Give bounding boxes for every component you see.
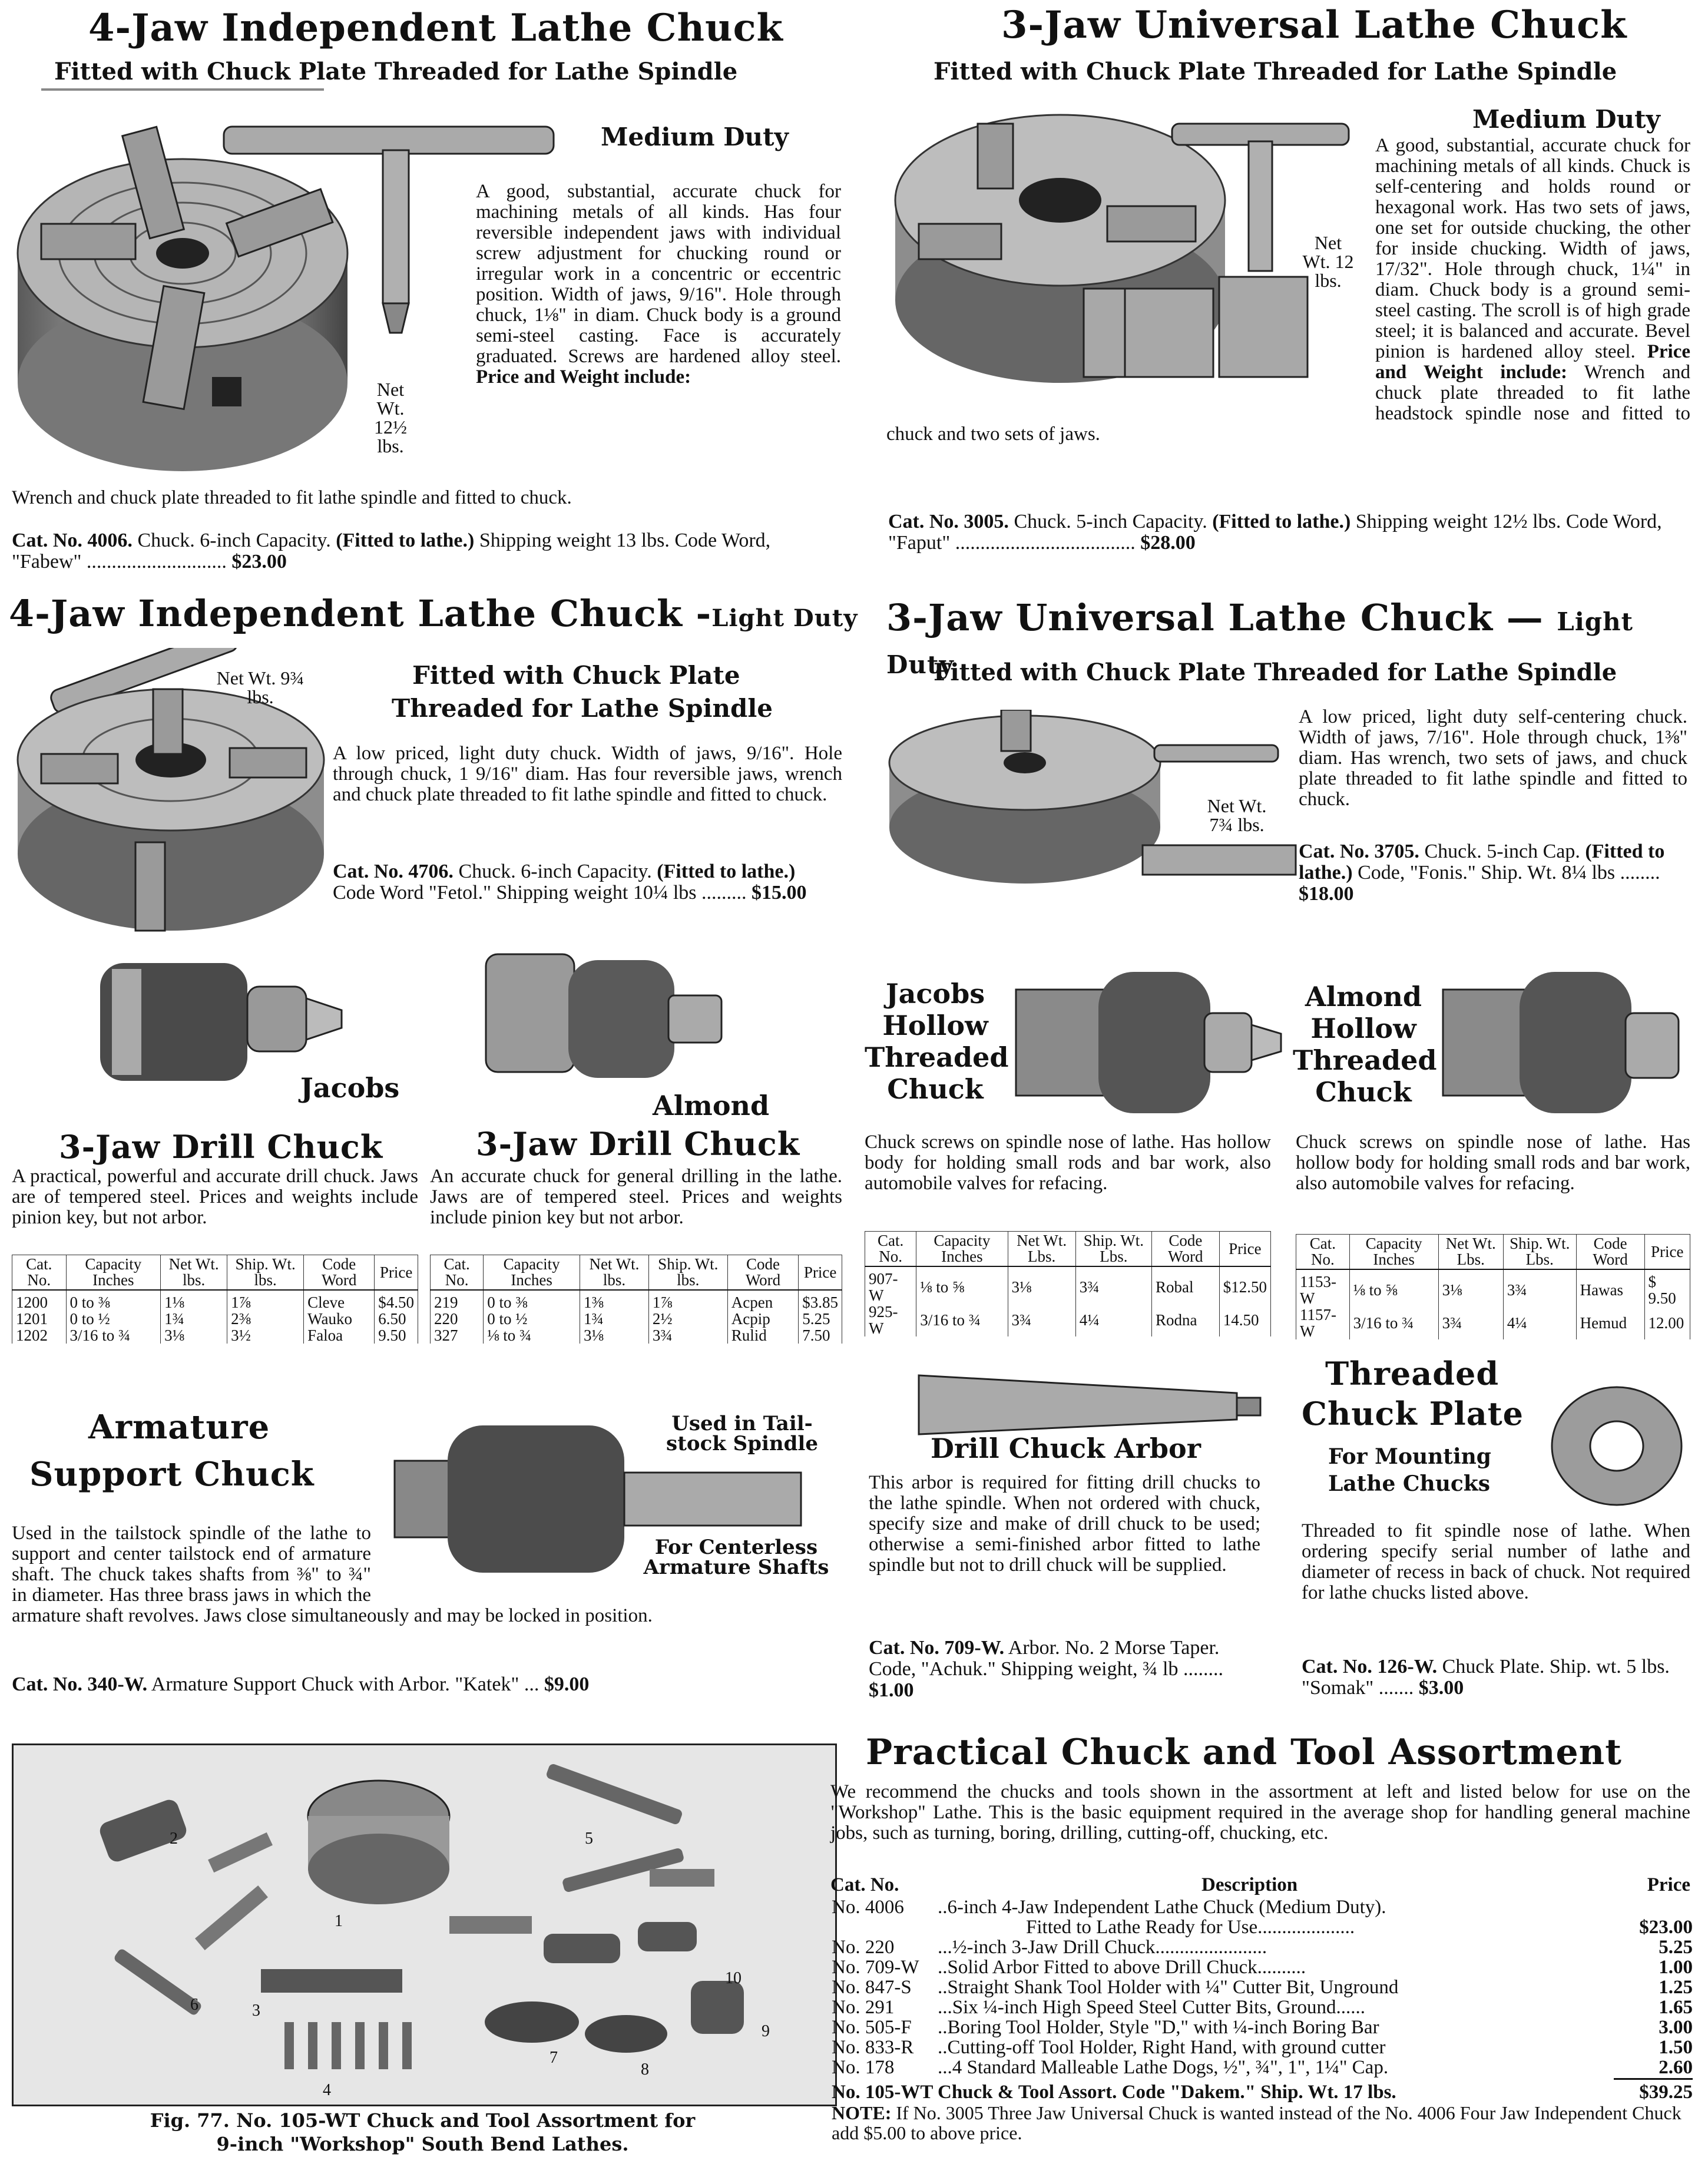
figure-label-9: 9 (762, 2022, 770, 2040)
table-header: Cat. No. (1296, 1235, 1350, 1270)
table-cell: 1⅞ (648, 1290, 727, 1311)
plate-catalog: Cat. No. 126-W. Chuck Plate. Ship. wt. 5 lbs. "Somak" ....... $3.00 (1302, 1656, 1670, 1699)
list-item-price: 1.50 (1659, 2037, 1693, 2058)
list-item-no: No. 847-S (832, 1977, 912, 1998)
table-cell: 2⅜ (227, 1311, 304, 1327)
figure-label-7: 7 (550, 2049, 558, 2067)
sec3-cat-label: Cat. No. 4706. (333, 861, 454, 882)
table-cell: 1⅜ (580, 1290, 649, 1311)
table-header: Capacity Inches (484, 1255, 580, 1291)
almond-drill-chuck-image (474, 942, 739, 1101)
table-header: Ship. Wt. Lbs. (1503, 1235, 1576, 1270)
plate-body: Threaded to fit spindle nose of lathe. When ordering specify serial number of lathe and diameter of recess in back of chuck. Not required for lathe chucks listed above. (1302, 1520, 1690, 1603)
table-cell: 3⅛ (580, 1327, 649, 1344)
sec2-subtitle: Fitted with Chuck Plate Threaded for Lathe Spindle (934, 58, 1617, 85)
table-row (1296, 1269, 1690, 1306)
assortment-head-cat: Cat. No. (830, 1874, 899, 1895)
list-item (832, 1897, 1693, 1917)
sec2-net-wt: Net Wt. 12 lbs. (1302, 232, 1354, 291)
table-row (1296, 1306, 1690, 1339)
sec3-net-wt: Net Wt. 9¾ lbs. (216, 667, 304, 707)
plate-cat-text: Chuck Plate. Ship. wt. 5 lbs. "Somak" (1302, 1656, 1670, 1699)
assortment-head-desc: Description (1201, 1874, 1298, 1895)
list-item-price: 1.65 (1659, 1997, 1693, 2018)
sec2-cat-ship: Shipping weight 12½ lbs. Code Word, "Faput" (888, 511, 1662, 554)
table-cell: 907-W (865, 1266, 916, 1303)
sec4-net-wt: Net Wt. 7¾ lbs. (1207, 795, 1267, 835)
table-cell: 3⅛ (1438, 1269, 1503, 1306)
table-header: Code Word (1151, 1232, 1219, 1267)
table-header: Ship. Wt. Lbs. (1075, 1232, 1151, 1267)
table-cell: ⅛ to ⅝ (916, 1266, 1008, 1303)
table-cell: Hawas (1576, 1269, 1644, 1306)
sec1-body-bold: Price and Weight include: (476, 366, 691, 388)
table-cell: 5.25 (799, 1311, 842, 1327)
jacobs-drill-title: 3-Jaw Drill Chuck (59, 1128, 383, 1166)
armature-float-spacer (371, 1523, 836, 1594)
table-cell: 3¾ (648, 1327, 727, 1344)
list-item (832, 2017, 1693, 2037)
almond-hollow-title-line: Hollow (1310, 1013, 1416, 1044)
plate-sub-1: For Mounting (1328, 1444, 1491, 1469)
arbor-body: This arbor is required for fitting drill chucks to the lathe spindle. When not ordered with chuck, specify size and make of drill chuck to be used; otherwise a semi-finished arbor fitted to lathe spindle but not to drill chuck will be supplied. (869, 1472, 1260, 1576)
armature-title-1: Armature (88, 1408, 270, 1447)
jacobs-hollow-chuck-image (1010, 966, 1287, 1119)
table-row (12, 1327, 418, 1344)
table-header: Net Wt. lbs. (161, 1255, 227, 1291)
jacobs-drill-table (12, 1255, 418, 1344)
table-cell: Acpen (727, 1290, 798, 1311)
table-cell: 3½ (227, 1327, 304, 1344)
table-cell: Robal (1151, 1266, 1219, 1303)
list-item (832, 1937, 1693, 1957)
table-header: Code Word (1576, 1235, 1644, 1270)
sec4-cat-text: Chuck. 5-inch Cap. (1424, 841, 1580, 862)
table-cell: Rulid (727, 1327, 798, 1344)
list-item-price: 1.00 (1659, 1957, 1693, 1978)
table-cell: 0 to ⅜ (484, 1290, 580, 1311)
arbor-cat-text: Arbor. No. 2 Morse Taper. Code, "Achuk." Shipping weight, ¾ lb (869, 1637, 1220, 1680)
sec3-cat-text: Chuck. 6-inch Capacity. (458, 861, 652, 882)
table-cell: 1202 (12, 1327, 67, 1344)
sec3-body: A low priced, light duty chuck. Width of jaws, 9/16". Hole through chuck, 1 9/16" diam. Has four reversible jaws, wrench and chuck plate threaded to fit lathe spindle and fitted to chuck. (333, 743, 842, 805)
list-item (832, 1977, 1693, 1997)
table-row (865, 1303, 1271, 1336)
table-header: Cat. No. (12, 1255, 67, 1291)
plate-title-2: Chuck Plate (1302, 1395, 1524, 1432)
list-item-no: No. 709-W (832, 1957, 919, 1978)
table-header: Cat. No. (431, 1255, 484, 1291)
table-header: Net Wt. Lbs. (1438, 1235, 1503, 1270)
table-header: Ship. Wt. lbs. (227, 1255, 304, 1291)
armature-title-2: Support Chuck (29, 1455, 315, 1494)
table-header: Code Word (727, 1255, 798, 1291)
table-cell: 4¼ (1075, 1303, 1151, 1336)
table-row (431, 1290, 842, 1311)
table-cell: $12.50 (1219, 1266, 1270, 1303)
armature-cat-label: Cat. No. 340-W. (12, 1673, 148, 1695)
sec4-price: $18.00 (1299, 883, 1354, 905)
assortment-note-label: NOTE: (832, 2102, 892, 2123)
sec4-cat-ship: Code, "Fonis." Ship. Wt. 8¼ lbs (1358, 862, 1616, 884)
table-cell: 3¾ (1008, 1303, 1075, 1336)
table-cell: 3/16 to ¾ (1349, 1306, 1438, 1339)
table-header: Ship. Wt. lbs. (648, 1255, 727, 1291)
armature-catalog: Cat. No. 340-W. Armature Support Chuck with Arbor. "Katek" ... $9.00 (12, 1673, 590, 1695)
list-item (832, 2037, 1693, 2057)
assortment-intro: We recommend the chucks and tools shown in the assortment at left and listed below for use on the "Workshop" Lathe. This is the basic equipment required in the average shop for handling general machine jobs, such as turning, boring, drilling, cutting-off, chucking, etc. (830, 1781, 1690, 1844)
list-item-desc: ..Solid Arbor Fitted to above Drill Chuck.......... (938, 1957, 1306, 1978)
figure-label-6: 6 (190, 1996, 198, 2014)
figure-caption (12, 2109, 833, 2156)
table-cell: $ 9.50 (1644, 1269, 1690, 1306)
sec4-title-text: 3-Jaw Universal Lathe Chuck — (886, 596, 1544, 639)
sec1-cat-ship: Shipping weight 13 lbs. Code Word, "Fabew" (12, 530, 771, 573)
table-header: Code Word (304, 1255, 375, 1291)
table-cell: 3¾ (1438, 1306, 1503, 1339)
sec1-title: 4-Jaw Independent Lathe Chuck (88, 6, 783, 50)
sec1-net-wt: Net Wt. 12½ lbs. (374, 379, 407, 456)
sec3-catalog: Cat. No. 4706. Chuck. 6-inch Capacity. (Fitted to lathe.) Code Word "Fetol." Shipping weight 10¼ lbs ......... $15.00 (333, 861, 807, 904)
table-header: Net Wt. Lbs. (1008, 1232, 1075, 1267)
table-cell: Acpip (727, 1311, 798, 1327)
figure-label-8: 8 (641, 2060, 649, 2079)
table-row (865, 1266, 1271, 1303)
table-cell: 1201 (12, 1311, 67, 1327)
sec1-catalog: Cat. No. 4006. Chuck. 6-inch Capacity. (Fitted to lathe.) Shipping weight 13 lbs. Code Word, "Fabew" ............................ $23.00 (12, 530, 771, 573)
table-cell: ⅛ to ¾ (484, 1327, 580, 1344)
table-cell: 1153-W (1296, 1269, 1350, 1306)
sec3-duty: Light Duty (711, 604, 858, 632)
sec1-price: $23.00 (231, 551, 287, 573)
table-header: Price (1644, 1235, 1690, 1270)
sec4-body: A low priced, light duty self-centering chuck. Width of jaws, 7/16". Hole through chuck, 1⅜" diam. Has wrench, two sets of jaws, and chuck plate threaded to fit lathe spindle and fitted to chuck. (1299, 706, 1687, 810)
sec2-price: $28.00 (1140, 532, 1196, 554)
almond-hollow-chuck-image (1437, 966, 1690, 1125)
list-item-desc: ...½-inch 3-Jaw Drill Chuck....................... (938, 1937, 1267, 1958)
figure-caption-line-2: 9-inch "Workshop" South Bend Lathes. (216, 2133, 629, 2155)
sec2-body-text: A good, substantial, accurate chuck for machining metals of all kinds. Chuck is self-centering and holds round or hexagonal work. Has two sets of jaws, one set for outside chucking, the other for inside chucking. Width of jaws, 17/32". Hole through chuck, 1¼" in diam. Chuck body is a ground semi-steel casting. The scroll is of high grade steel; it is balanced and accurate. Bevel pinion is hardened alloy steel. (1375, 135, 1690, 362)
table-cell: 1⅛ (161, 1290, 227, 1311)
sec4-subtitle: Fitted with Chuck Plate Threaded for Lathe Spindle (934, 659, 1617, 686)
table-header: Capacity Inches (1349, 1235, 1438, 1270)
arbor-catalog: Cat. No. 709-W. Arbor. No. 2 Morse Taper. Code, "Achuk." Shipping weight, ¾ lb ........ $1.00 (869, 1637, 1223, 1701)
assortment-header (830, 1874, 1690, 1895)
jacobs-hollow-title-line: Jacobs (885, 978, 985, 1010)
sec3-price: $15.00 (752, 882, 807, 904)
jacobs-hollow-title (865, 978, 1009, 1105)
armature-note-top: Used in Tail-stock Spindle (666, 1412, 818, 1455)
almond-drill-title: 3-Jaw Drill Chuck (476, 1125, 800, 1163)
table-header: Capacity Inches (66, 1255, 161, 1291)
table-cell: 1200 (12, 1290, 67, 1311)
table-cell: 925-W (865, 1303, 916, 1336)
table-cell: 1¾ (161, 1311, 227, 1327)
arbor-title: Drill Chuck Arbor (931, 1432, 1201, 1464)
table-cell: 12.00 (1644, 1306, 1690, 1339)
figure-caption-line-1: Fig. 77. No. 105-WT Chuck and Tool Assortment for (150, 2109, 696, 2132)
total-rule (1614, 2078, 1693, 2080)
table-cell: 2½ (648, 1311, 727, 1327)
plate-cat-label: Cat. No. 126-W. (1302, 1656, 1438, 1678)
table-cell: 3¾ (1075, 1266, 1151, 1303)
figure-label-2: 2 (170, 1829, 178, 1848)
sec2-cat-text: Chuck. 5-inch Capacity. (1014, 511, 1207, 532)
assortment-head-price: Price (1647, 1874, 1690, 1895)
sec1-cat-fitted: (Fitted to lathe.) (336, 530, 475, 551)
jacobs-hollow-title-line: Hollow (882, 1010, 988, 1041)
table-cell: Wauko (304, 1311, 375, 1327)
table-row (431, 1311, 842, 1327)
list-item-price: 2.60 (1659, 2057, 1693, 2078)
armature-body-text: Used in the tailstock spindle of the lathe to support and center tailstock end of armature shaft. The chuck takes shafts from ⅜" to ¾" in diameter. Has three brass jaws in which the armature shaft revolves. Jaws close simultaneously and may be locked in position. (12, 1523, 653, 1626)
sec2-cat-fitted: (Fitted to lathe.) (1212, 511, 1351, 532)
table-cell: Rodna (1151, 1303, 1219, 1336)
sec2-body-bold: Price and Weight include: (1375, 341, 1690, 383)
armature-note-bottom: For Centerless Armature Shafts (643, 1536, 829, 1579)
list-item-no: No. 291 (832, 1997, 895, 2018)
table-cell: 9.50 (375, 1327, 418, 1344)
list-item (832, 1917, 1693, 1937)
sec3-cat-fitted: (Fitted to lathe.) (657, 861, 796, 882)
list-item (832, 1957, 1693, 1977)
almond-hollow-title-line: Almond (1305, 981, 1422, 1013)
sec3-title (9, 592, 858, 635)
table-cell: 3⅛ (1008, 1266, 1075, 1303)
sec2-float-spacer (886, 135, 1375, 424)
table-row (12, 1311, 418, 1327)
sec4-duty: Light Duty (886, 607, 1634, 679)
list-item-price: 1.25 (1659, 1977, 1693, 1998)
arbor-price: $1.00 (869, 1679, 914, 1701)
sec2-body (886, 135, 1690, 501)
jacobs-hollow-table (865, 1231, 1271, 1336)
jacobs-drill-table-header (12, 1255, 418, 1291)
sec1-rule (41, 88, 324, 91)
sec1-subtitle: Fitted with Chuck Plate Threaded for Lathe Spindle (54, 58, 738, 85)
table-cell: 3/16 to ¾ (916, 1303, 1008, 1336)
figure-77-photo (12, 1743, 837, 2106)
table-cell: $4.50 (375, 1290, 418, 1311)
sec1-duty: Medium Duty (601, 123, 789, 151)
assortment-total-price: $39.25 (1639, 2082, 1693, 2103)
sec2-cat-label: Cat. No. 3005. (888, 511, 1009, 532)
assortment-note (832, 2103, 1693, 2143)
table-header: Net Wt. lbs. (580, 1255, 649, 1291)
table-row (12, 1290, 418, 1311)
jacobs-drill-label: Jacobs (300, 1072, 400, 1104)
sec1-body-tail: Wrench and chuck plate threaded to fit lathe spindle and fitted to chuck. (12, 487, 572, 508)
list-item-price: $23.00 (1639, 1917, 1693, 1938)
sec1-cat-label: Cat. No. 4006. (12, 530, 133, 551)
sec2-catalog: Cat. No. 3005. Chuck. 5-inch Capacity. (Fitted to lathe.) Shipping weight 12½ lbs. Code Word, "Faput" .................................... $28.00 (888, 511, 1662, 554)
figure-77-tools-image (14, 1745, 835, 2105)
list-item-no: No. 178 (832, 2057, 895, 2078)
table-cell: 219 (431, 1290, 484, 1311)
table-cell: 1157-W (1296, 1306, 1350, 1339)
list-item-no: No. 4006 (832, 1897, 904, 1918)
table-cell: 327 (431, 1327, 484, 1344)
table-header: Price (799, 1255, 842, 1291)
table-cell: 0 to ½ (484, 1311, 580, 1327)
assortment-title: Practical Chuck and Tool Assortment (866, 1732, 1623, 1773)
list-item-desc: ..6-inch 4-Jaw Independent Lathe Chuck (Medium Duty). (938, 1897, 1386, 1918)
table-cell: $3.85 (799, 1290, 842, 1311)
sec4-cat-fitted: (Fitted to lathe.) (1299, 841, 1665, 884)
figure-label-1: 1 (335, 1912, 343, 1930)
sec1-body-text: A good, substantial, accurate chuck for machining metals of all kinds. Has four reversible independent jaws with individual screw adjustment for chucking round or irregular work in a concentric or eccentric position. Width of jaws, 9/16". Hole through chuck, 1⅛" in diam. Chuck body is a ground semi-steel casting. Face is accurately graduated. Screws are hardened alloy steel. (476, 181, 841, 367)
list-item-no: No. 220 (832, 1937, 895, 1958)
table-cell: 4¼ (1503, 1306, 1576, 1339)
assortment-total-label: No. 105-WT Chuck & Tool Assort. Code "Dakem." Ship. Wt. 17 lbs. (832, 2082, 1396, 2103)
almond-hollow-title (1293, 981, 1437, 1108)
table-cell: 14.50 (1219, 1303, 1270, 1336)
table-row (431, 1327, 842, 1344)
almond-hollow-table-header (1296, 1235, 1690, 1270)
list-item-no: No. 833-R (832, 2037, 914, 2058)
almond-hollow-title-line: Chuck (1315, 1076, 1412, 1108)
table-header: Price (1219, 1232, 1270, 1267)
table-cell: 3/16 to ¾ (66, 1327, 161, 1344)
almond-drill-body: An accurate chuck for general drilling in the lathe. Jaws are of tempered steel. Prices and weights include pinion key but not arbor. (430, 1166, 842, 1228)
armature-price: $9.00 (544, 1673, 590, 1695)
figure-label-5: 5 (585, 1829, 593, 1848)
sec3-subtitle-2: Threaded for Lathe Spindle (392, 694, 773, 723)
figure-label-3: 3 (252, 2001, 260, 2020)
sec1-body (476, 181, 841, 388)
sec4-catalog: Cat. No. 3705. Chuck. 5-inch Cap. (Fitted to lathe.) Code, "Fonis." Ship. Wt. 8¼ lbs ........ $18.00 (1299, 841, 1665, 905)
list-item (832, 2057, 1693, 2077)
list-item-desc: ...Six ¼-inch High Speed Steel Cutter Bits, Ground...... (938, 1997, 1365, 2018)
arbor-cat-label: Cat. No. 709-W. (869, 1637, 1005, 1659)
table-cell: 3⅛ (161, 1327, 227, 1344)
almond-drill-table (430, 1255, 842, 1344)
table-header: Cat. No. (865, 1232, 916, 1267)
almond-drill-label: Almond (653, 1090, 770, 1121)
list-item-desc: ..Straight Shank Tool Holder with ¼" Cutter Bit, Unground (938, 1977, 1399, 1998)
jacobs-drill-body: A practical, powerful and accurate drill chuck. Jaws are of tempered steel. Prices and weights include pinion key, but not arbor. (12, 1166, 418, 1228)
figure-label-4: 4 (323, 2081, 331, 2099)
table-cell: 0 to ⅜ (66, 1290, 161, 1311)
sec3-cat-ship: Code Word "Fetol." Shipping weight 10¼ lbs (333, 882, 697, 904)
sec2-duty: Medium Duty (1472, 105, 1660, 134)
table-cell: Cleve (304, 1290, 375, 1311)
jacobs-hollow-table-header (865, 1232, 1271, 1267)
table-cell: ⅛ to ⅝ (1349, 1269, 1438, 1306)
plate-title-1: Threaded (1325, 1355, 1500, 1392)
assortment-note-text: If No. 3005 Three Jaw Universal Chuck is wanted instead of the No. 4006 Four Jaw Independent Chuck add $5.00 to above price. (832, 2102, 1681, 2143)
sec1-cat-text: Chuck. 6-inch Capacity. (137, 530, 331, 551)
table-header: Capacity Inches (916, 1232, 1008, 1267)
sec2-body-tail: Wrench and chuck plate threaded to fit lathe headstock spindle nose and fitted to chuck and two sets of jaws. (886, 362, 1690, 445)
list-item-desc: Fitted to Lathe Ready for Use.................... (1026, 1917, 1355, 1938)
sec3-subtitle-1: Fitted with Chuck Plate (412, 661, 740, 690)
jacobs-hollow-body-text: Chuck screws on spindle nose of lathe. Has hollow body for holding small rods and bar work, also automobile valves for refacing. (865, 1132, 1271, 1194)
sec2-title: 3-Jaw Universal Lathe Chuck (1001, 3, 1627, 47)
armature-cat-text: Armature Support Chuck with Arbor. "Katek" (151, 1673, 519, 1695)
list-item (832, 1997, 1693, 2017)
plate-price: $3.00 (1418, 1677, 1464, 1699)
list-item-no: No. 505-F (832, 2017, 912, 2038)
table-cell: 7.50 (799, 1327, 842, 1344)
almond-drill-table-header (431, 1255, 842, 1291)
list-item-price: 5.25 (1659, 1937, 1693, 1958)
table-cell: 0 to ½ (66, 1311, 161, 1327)
almond-hollow-title-line: Threaded (1293, 1044, 1437, 1076)
table-cell: Faloa (304, 1327, 375, 1344)
sec3-title-text: 4-Jaw Independent Lathe Chuck - (9, 592, 712, 635)
jacobs-hollow-title-line: Threaded (865, 1041, 1009, 1073)
list-item-desc: ..Boring Tool Holder, Style "D," with ¼-inch Boring Bar (938, 2017, 1379, 2038)
table-header: Price (375, 1255, 418, 1291)
plate-image (1543, 1378, 1690, 1514)
sec4-cat-label: Cat. No. 3705. (1299, 841, 1419, 862)
assortment-total (832, 2082, 1693, 2102)
almond-hollow-body: Chuck screws on spindle nose of lathe. Has hollow body for holding small rods and bar work, also automobile valves for refacing. (1296, 1132, 1690, 1194)
list-item-desc: ..Cutting-off Tool Holder, Right Hand, with ground cutter (938, 2037, 1386, 2058)
jacobs-hollow-title-line: Chuck (887, 1073, 984, 1105)
almond-hollow-table (1296, 1234, 1690, 1339)
table-cell: 220 (431, 1311, 484, 1327)
table-cell: Hemud (1576, 1306, 1644, 1339)
table-cell: 3¾ (1503, 1269, 1576, 1306)
table-cell: 6.50 (375, 1311, 418, 1327)
list-item-desc: ...4 Standard Malleable Lathe Dogs, ½", ¾", 1", 1¼" Cap. (938, 2057, 1389, 2078)
table-cell: 1⅞ (227, 1290, 304, 1311)
table-cell: 1¾ (580, 1311, 649, 1327)
list-item-price: 3.00 (1659, 2017, 1693, 2038)
plate-sub-2: Lathe Chucks (1328, 1471, 1491, 1496)
armature-body (12, 1523, 836, 1626)
figure-label-10: 10 (725, 1969, 742, 1987)
